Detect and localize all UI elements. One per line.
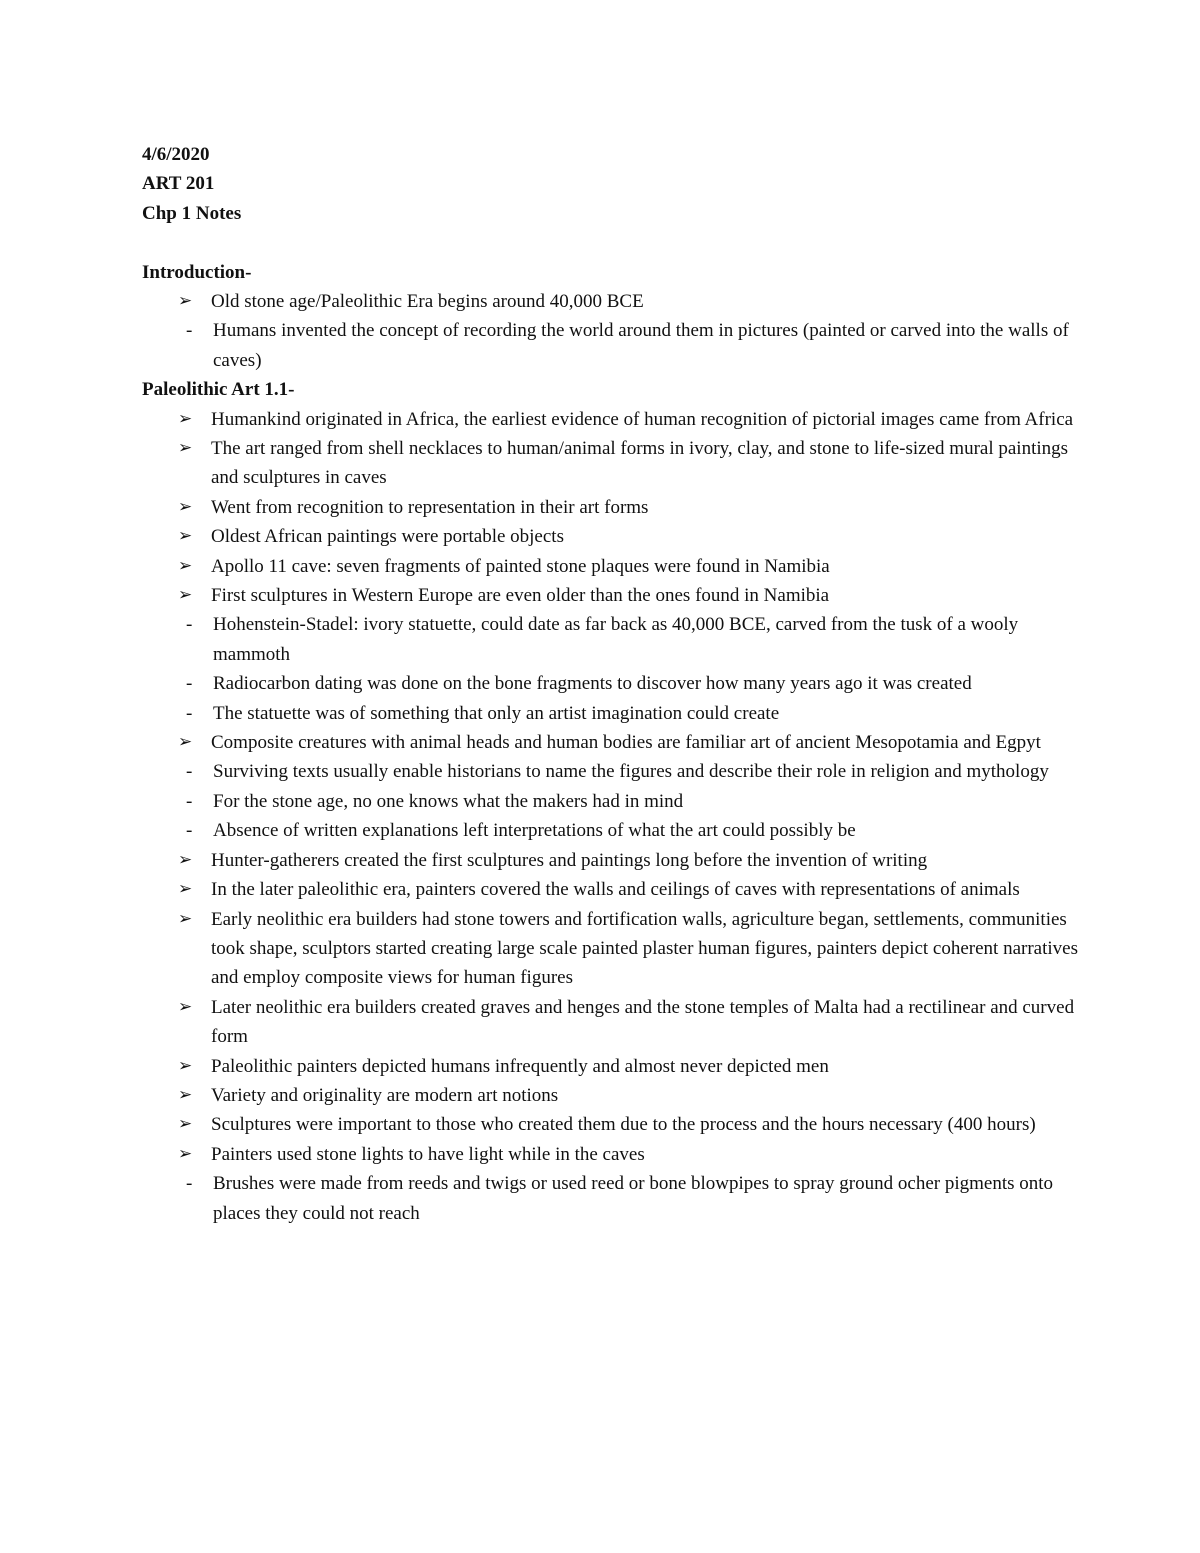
sub-bullet-item: [142, 1169, 1082, 1228]
document-title: Chp 1 Notes: [142, 202, 242, 224]
sub-bullet-item: [142, 669, 1082, 698]
sub-bullet-text: Hohenstein-Stadel: ivory statuette, could date as far back as 40,000 BCE, carved from the tusk of a wooly mammoth: [213, 614, 1019, 665]
bullet-text: Early neolithic era builders had stone towers and fortification walls, agriculture began, settlements, communities took shape, sculptors started creating large scale painted plaster human figures, painters depict coherent narratives and employ composite views for human figures: [211, 908, 1078, 989]
bullet-text: Later neolithic era builders created graves and henges and the stone temples of Malta had a rectilinear and curved form: [211, 996, 1075, 1048]
arrowhead-bullet-icon: ➢: [178, 1114, 193, 1135]
bullet-text: First sculptures in Western Europe are even older than the ones found in Namibia: [211, 585, 830, 607]
bullet-item: [142, 493, 1082, 522]
dash-bullet-icon: -: [186, 761, 193, 783]
dash-bullet-icon: -: [186, 820, 193, 842]
arrowhead-bullet-icon: ➢: [178, 849, 193, 870]
arrowhead-bullet-icon: ➢: [178, 438, 193, 458]
arrowhead-bullet-icon: ➢: [178, 732, 193, 753]
sub-bullet-list: [142, 316, 1082, 375]
bullet-item: [142, 287, 1082, 375]
bullet-text: Oldest African paintings were portable objects: [211, 526, 564, 548]
bullet-text: Composite creatures with animal heads and human bodies are familiar art of ancient Mesopotamia and Egpyt: [211, 732, 1041, 754]
bullet-item: [142, 1110, 1082, 1139]
section-heading: Paleolithic Art 1.1-: [142, 379, 295, 401]
bullet-text: Went from recognition to representation in their art forms: [211, 496, 649, 518]
bullet-text: Apollo 11 cave: seven fragments of painted stone plaques were found in Namibia: [211, 555, 830, 577]
document-page: [142, 140, 1082, 1228]
dash-bullet-icon: -: [186, 790, 193, 812]
sub-bullet-text: The statuette was of something that only an artist imagination could create: [213, 702, 780, 724]
bullet-item: [142, 405, 1082, 434]
dash-bullet-icon: -: [186, 320, 193, 342]
bullet-item: [142, 552, 1082, 581]
bullet-list: [142, 287, 1082, 375]
arrowhead-bullet-icon: ➢: [178, 879, 193, 900]
arrowhead-bullet-icon: ➢: [178, 290, 193, 311]
sub-bullet-text: Absence of written explanations left interpretations of what the art could possibly be: [213, 820, 856, 842]
bullet-item: [142, 846, 1082, 875]
bullet-item: [142, 993, 1082, 1052]
sub-bullet-item: [142, 816, 1082, 845]
sub-bullet-item: [142, 610, 1082, 669]
bullet-text: Hunter-gatherers created the first sculptures and paintings long before the invention of writing: [211, 849, 928, 871]
bullet-text: The art ranged from shell necklaces to human/animal forms in ivory, clay, and stone to life-sized mural paintings and sculptures in caves: [211, 438, 1069, 489]
bullet-item: [142, 1052, 1082, 1081]
bullet-item: [142, 522, 1082, 551]
bullet-item: [142, 434, 1082, 493]
arrowhead-bullet-icon: ➢: [178, 555, 193, 576]
arrowhead-bullet-icon: ➢: [178, 408, 193, 429]
sub-bullet-item: [142, 787, 1082, 816]
arrowhead-bullet-icon: ➢: [178, 1084, 193, 1105]
sub-bullet-text: Surviving texts usually enable historians to name the figures and describe their role in religion and mythology: [213, 761, 1049, 783]
sub-bullet-item: [142, 699, 1082, 728]
bullet-text: In the later paleolithic era, painters covered the walls and ceilings of caves with representations of animals: [211, 879, 1020, 901]
arrowhead-bullet-icon: ➢: [178, 1143, 193, 1164]
dash-bullet-icon: -: [186, 1173, 193, 1195]
blank-line: [142, 228, 1082, 257]
dash-bullet-icon: -: [186, 614, 193, 636]
sub-bullet-list: [142, 757, 1082, 845]
sub-bullet-list: [142, 610, 1082, 728]
arrowhead-bullet-icon: ➢: [178, 996, 193, 1017]
bullet-item: [142, 905, 1082, 993]
note-date: 4/6/2020: [142, 144, 210, 165]
bullet-item: [142, 875, 1082, 904]
arrowhead-bullet-icon: ➢: [178, 526, 193, 547]
bullet-text: Humankind originated in Africa, the earliest evidence of human recognition of pictorial images came from Africa: [211, 408, 1074, 430]
bullet-text: Paleolithic painters depicted humans infrequently and almost never depicted men: [211, 1055, 829, 1077]
sub-bullet-text: Brushes were made from reeds and twigs or used reed or bone blowpipes to spray ground ocher pigments onto places they could not reach: [213, 1173, 1054, 1224]
bullet-item: [142, 728, 1082, 846]
sub-bullet-text: For the stone age, no one knows what the makers had in mind: [213, 790, 684, 812]
dash-bullet-icon: -: [186, 673, 193, 695]
bullet-item: [142, 1081, 1082, 1110]
arrowhead-bullet-icon: ➢: [178, 908, 193, 929]
bullet-item: [142, 581, 1082, 728]
arrowhead-bullet-icon: ➢: [178, 496, 193, 517]
sub-bullet-item: [142, 316, 1082, 375]
arrowhead-bullet-icon: ➢: [178, 1055, 193, 1076]
bullet-text: Painters used stone lights to have light while in the caves: [211, 1143, 645, 1165]
course-code: ART 201: [142, 173, 215, 195]
bullet-text: Variety and originality are modern art notions: [211, 1084, 559, 1106]
bullet-text: Sculptures were important to those who created them due to the process and the hours necessary (400 hours): [211, 1114, 1036, 1136]
dash-bullet-icon: -: [186, 702, 193, 724]
arrowhead-bullet-icon: ➢: [178, 585, 193, 606]
bullet-text: Old stone age/Paleolithic Era begins around 40,000 BCE: [211, 290, 644, 312]
notes-body: [142, 258, 1082, 1228]
section-heading: Introduction-: [142, 261, 252, 283]
sub-bullet-item: [142, 757, 1082, 786]
sub-bullet-text: Radiocarbon dating was done on the bone fragments to discover how many years ago it was created: [213, 673, 972, 695]
bullet-item: [142, 1140, 1082, 1228]
sub-bullet-text: Humans invented the concept of recording the world around them in pictures (painted or carved into the walls of caves): [213, 320, 1069, 371]
sub-bullet-list: [142, 1169, 1082, 1228]
bullet-list: [142, 405, 1082, 1228]
